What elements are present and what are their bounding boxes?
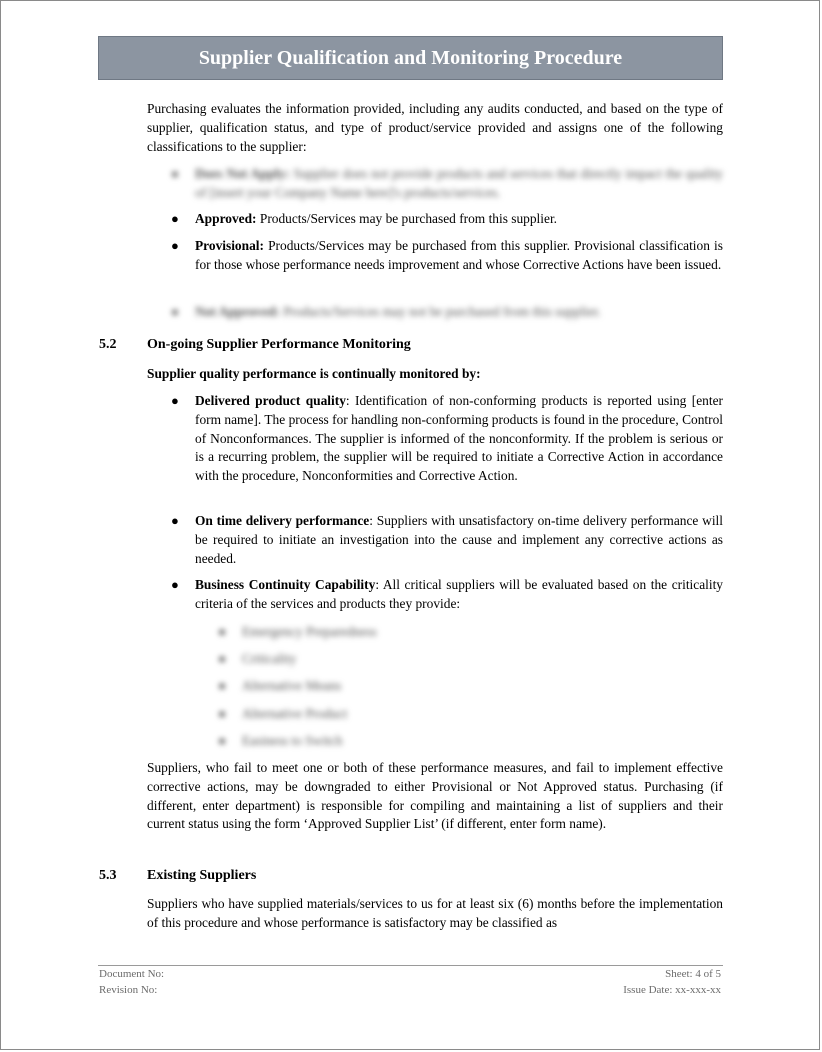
classification-text: Products/Services may not be purchased from this supplier.: [283, 304, 601, 319]
criteria-label: Easiness to Switch: [242, 733, 343, 748]
classification-text: Products/Services may be purchased from this supplier.: [259, 211, 558, 226]
monitoring-term: Delivered product quality: [195, 393, 346, 408]
bullet-icon: ●: [218, 706, 227, 721]
revision-number-label: Revision No:: [99, 984, 158, 996]
bullet-icon: ●: [218, 733, 227, 748]
criteria-label: Alternative Product: [242, 706, 348, 721]
bullet-icon: ●: [171, 513, 179, 528]
monitoring-text: : All critical suppliers will be evaluated based on the criticality criteria of the services and products they provide:: [195, 577, 723, 611]
title-banner: [98, 36, 723, 80]
classification-text: Supplier does not provide products and services that directly impact the quality of [insert your Company Name here]'s products/services.: [195, 166, 723, 200]
existing-suppliers-paragraph: Suppliers who have supplied materials/services to us for at least six (6) months before the implementation of this procedure and whose performance is satisfactory may be classified as: [147, 896, 723, 930]
intro-paragraph: Purchasing evaluates the information provided, including any audits conducted, and based on the type of supplier, qualification status, and type of product/service provided and assigns one of the following classifications to the supplier:: [147, 101, 723, 154]
criteria-item: [218, 705, 348, 724]
classification-text: Products/Services may be purchased from this supplier. Provisional classification is for those whose performance needs improvement and whose Corrective Actions have been issued.: [195, 238, 723, 272]
criteria-item: [218, 732, 343, 751]
criteria-label: Alternative Means: [242, 678, 342, 693]
bullet-icon: ●: [218, 624, 227, 639]
section-lead: Supplier quality performance is continually monitored by:: [147, 366, 481, 381]
monitoring-text: : Identification of non-conforming products is reported using [enter form name]. The process for handling non-conforming products is found in the procedure, Control of Nonconformances. The supplier is informed of the nonconformity. If the problem is serious or is a recurring problem, the supplier will be required to initiate a Corrective Action in accordance with the procedure, Nonconformities and Corrective Action.: [195, 393, 723, 484]
classification-item: [171, 165, 723, 203]
classification-item: [171, 237, 723, 275]
bullet-icon: ●: [171, 577, 179, 592]
bullet-icon: ●: [171, 238, 179, 253]
classification-term: Approved:: [195, 211, 257, 226]
monitoring-text: : Suppliers with unsatisfactory on-time delivery performance will be required to initiate an investigation into the cause and implement any corrective actions as needed.: [195, 513, 723, 566]
bullet-icon: ●: [218, 651, 227, 666]
issue-date: Issue Date: xx-xxx-xx: [623, 984, 721, 996]
monitoring-item: [171, 576, 723, 614]
monitoring-item: [171, 392, 723, 486]
section-title: On-going Supplier Performance Monitoring: [147, 337, 411, 352]
bullet-icon: ●: [171, 211, 179, 226]
closing-paragraph: Suppliers, who fail to meet one or both of these performance measures, and fail to implement effective corrective actions, may be downgraded to either Provisional or Not Approved status. Purchasing (if different, enter department) is responsible for compiling and maintaining a list of suppliers and their current status using the form ‘Approved Supplier List’ (if different, enter form name).: [147, 760, 723, 832]
criteria-item: [218, 623, 377, 642]
classification-term: Does Not Apply:: [195, 166, 290, 181]
section-number: 5.3: [99, 868, 117, 883]
bullet-icon: ●: [171, 166, 179, 181]
classification-term: Provisional:: [195, 238, 264, 253]
document-number-label: Document No:: [99, 968, 165, 980]
monitoring-term: Business Continuity Capability: [195, 577, 376, 592]
bullet-icon: ●: [218, 678, 227, 693]
classification-item: [171, 303, 723, 322]
classification-term: Not Approved:: [195, 304, 280, 319]
criteria-label: Emergency Preparedness: [242, 624, 377, 639]
bullet-icon: ●: [171, 304, 179, 319]
section-title: Existing Suppliers: [147, 868, 257, 883]
footer-divider: [98, 965, 723, 966]
document-title: Supplier Qualification and Monitoring Procedure: [198, 46, 623, 69]
classification-item: [171, 210, 723, 229]
monitoring-term: On time delivery performance: [195, 513, 370, 528]
criteria-label: Criticality: [242, 651, 297, 666]
section-number: 5.2: [99, 337, 117, 352]
bullet-icon: ●: [171, 393, 179, 408]
sheet-number: Sheet: 4 of 5: [665, 968, 721, 980]
criteria-item: [218, 650, 297, 669]
criteria-item: [218, 677, 342, 696]
monitoring-item: [171, 512, 723, 568]
